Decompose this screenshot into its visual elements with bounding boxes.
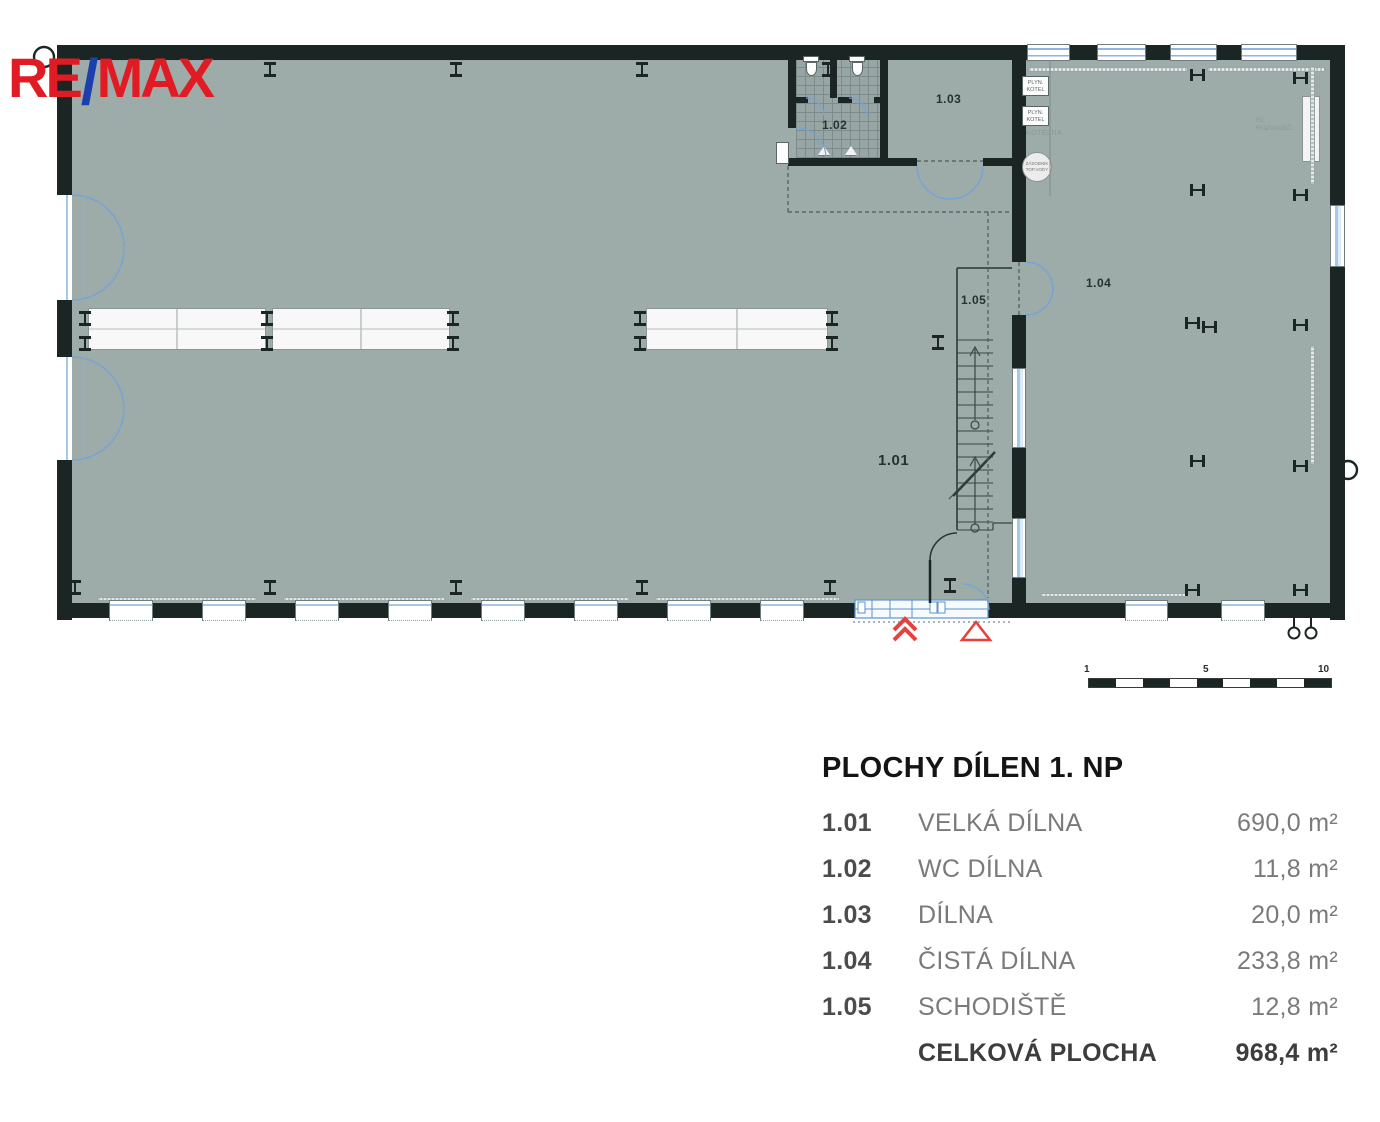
room-label-1-04: 1.04 — [1086, 276, 1112, 290]
legend-row — [822, 855, 1338, 901]
stair-enclosure — [957, 268, 1012, 530]
bollard — [1306, 628, 1317, 639]
legend-total-name: CELKOVÁ PLOCHA — [918, 1039, 1157, 1067]
room-label-1-02: 1.02 — [822, 118, 848, 132]
stair-arrow-origin — [971, 421, 979, 429]
column-icon — [1202, 321, 1217, 333]
stair-lobby-door-arc — [930, 533, 957, 560]
wc-stall-door-arc — [796, 98, 867, 158]
column-icon — [261, 336, 273, 351]
legend-room-code: 1.04 — [822, 947, 872, 975]
logo-text-max: MAX — [96, 46, 213, 109]
column-icon — [450, 580, 462, 595]
legend-title: PLOCHY DÍLEN 1. NP — [822, 752, 1124, 784]
column-icon — [1293, 72, 1308, 84]
column-icon — [826, 336, 838, 351]
legend-room-name: WC DÍLNA — [918, 855, 1043, 883]
legend-room-area: 12,8 m² — [1251, 993, 1338, 1021]
legend-room-code: 1.02 — [822, 855, 872, 883]
column-icon — [450, 62, 462, 77]
scale-segment — [1143, 679, 1170, 687]
door-sill-dashed — [917, 161, 1019, 315]
scale-segment — [1304, 679, 1331, 687]
logo-text-re: RE — [8, 46, 80, 109]
legend-room-area: 690,0 m² — [1236, 809, 1338, 837]
scale-segment — [1116, 679, 1143, 687]
entrance-door-frame — [938, 602, 945, 613]
legend-room-name: DÍLNA — [918, 901, 994, 929]
double-door-arc-room-1-03 — [917, 166, 983, 199]
area-legend — [822, 752, 1338, 1085]
column-icon — [1190, 69, 1205, 81]
tank-label-line2: TOP.VODY — [1025, 167, 1049, 173]
column-icon — [79, 311, 91, 326]
bollard — [1289, 628, 1300, 639]
entrance-door-frame — [930, 602, 937, 613]
column-icon — [447, 311, 459, 326]
gas-boiler-label-line1: PLYN. — [1027, 80, 1044, 86]
room-label-1-03: 1.03 — [936, 92, 962, 106]
legend-room-code: 1.03 — [822, 901, 872, 929]
legend-room-name: VELKÁ DÍLNA — [918, 809, 1083, 837]
scale-segment — [1089, 679, 1116, 687]
column-icon — [826, 311, 838, 326]
switchboard-label-line2: ROZVADEČ — [1256, 125, 1292, 133]
column-icon — [1293, 189, 1308, 201]
scale-segment — [1250, 679, 1277, 687]
remax-logo: RE/MAX — [8, 46, 213, 118]
scale-bar — [1088, 678, 1332, 688]
boiler-room-label: KOTELNA — [1026, 130, 1063, 137]
column-icon — [447, 336, 459, 351]
column-icon — [1293, 584, 1308, 596]
column-icon — [1293, 319, 1308, 331]
column-icon — [264, 580, 276, 595]
legend-room-area: 11,8 m² — [1253, 855, 1338, 883]
column-icon — [69, 580, 81, 595]
room-label-1-05: 1.05 — [961, 293, 987, 307]
stair-arrow-origin — [971, 524, 979, 532]
double-door-arc-room-1-04 — [1026, 262, 1053, 315]
legend-row — [822, 901, 1338, 947]
column-icon — [79, 336, 91, 351]
scale-label-start: 1 — [1084, 664, 1090, 675]
legend-row — [822, 809, 1338, 855]
legend-room-area: 20,0 m² — [1251, 901, 1338, 929]
column-icon — [634, 311, 646, 326]
column-icon — [1185, 317, 1200, 329]
tank-label-line1: ZÁSOBNÍK — [1025, 161, 1049, 166]
gas-boiler-label-line1: PLYN. — [1027, 110, 1044, 116]
exterior-hook — [1339, 461, 1357, 479]
scale-segment — [1197, 679, 1224, 687]
room-label-1-01: 1.01 — [878, 452, 910, 469]
scale-label-end: 10 — [1318, 664, 1330, 675]
scale-segment — [1170, 679, 1197, 687]
column-icon — [636, 580, 648, 595]
column-icon — [944, 578, 956, 593]
bollard-stem — [1294, 612, 1311, 627]
column-icon — [264, 62, 276, 77]
stair-enclosure — [993, 523, 1012, 530]
legend-room-code: 1.01 — [822, 809, 872, 837]
legend-room-name: ČISTÁ DÍLNA — [918, 947, 1076, 975]
column-icon — [634, 336, 646, 351]
entrance-door-frame — [858, 602, 865, 613]
switchboard-label-line1: EL. — [1256, 117, 1266, 124]
column-icon — [261, 311, 273, 326]
legend-total-area: 968,4 m² — [1235, 1039, 1338, 1067]
legend-room-code: 1.05 — [822, 993, 872, 1021]
legend-total-row — [822, 1039, 1338, 1085]
column-icon — [1293, 460, 1308, 472]
column-icon — [636, 62, 648, 77]
gate-door-arc — [72, 195, 124, 460]
scale-segment — [1223, 679, 1250, 687]
gas-boiler-label-line2: KOTEL — [1026, 117, 1045, 124]
column-icon — [824, 580, 836, 595]
legend-row — [822, 947, 1338, 993]
gas-boiler-label-line2: KOTEL — [1026, 87, 1045, 94]
scale-segment — [1277, 679, 1304, 687]
legend-row — [822, 993, 1338, 1039]
scale-label-middle: 5 — [1203, 664, 1209, 675]
legend-room-area: 233,8 m² — [1236, 947, 1338, 975]
column-icon — [932, 335, 944, 350]
entrance-marker-triangle-icon — [962, 622, 990, 640]
stair-direction-arrow — [970, 347, 980, 524]
corridor-dashed-line — [788, 166, 1012, 598]
legend-room-name: SCHODIŠTĚ — [918, 993, 1067, 1021]
column-icon — [822, 62, 834, 77]
stair-break-line — [949, 455, 991, 499]
column-icon — [1190, 455, 1205, 467]
column-icon — [1190, 184, 1205, 196]
column-icon — [1185, 584, 1200, 596]
